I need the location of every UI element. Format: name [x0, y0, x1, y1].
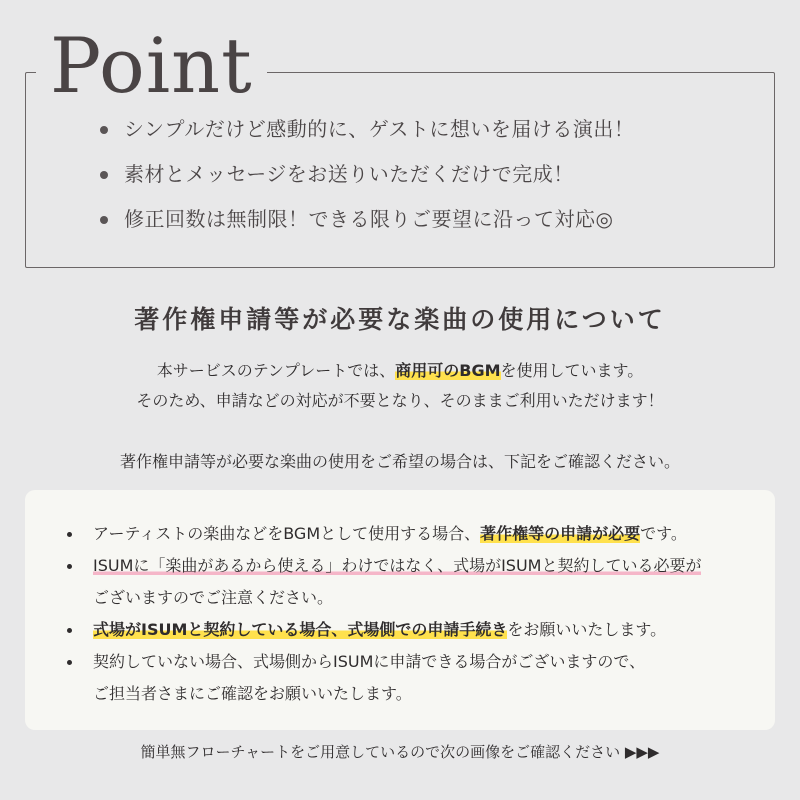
note-item: 契約していない場合、式場側からISUMに申請できる場合がございますので、 ご担当者さまにご確認をお願いいたします。: [69, 646, 701, 710]
note-item: ISUMに「楽曲があるから使える」わけではなく、式場がISUMと契約している必要が ございますのでご注意ください。: [69, 550, 701, 614]
bullet-dot-icon: [67, 532, 72, 537]
notes-list: [69, 518, 701, 710]
point-item: 素材とメッセージをお送りいただくだけで完成！: [104, 161, 634, 188]
bullet-dot-icon: [100, 216, 108, 224]
highlight-venue-application: 式場側での申請手続き: [347, 620, 508, 639]
point-item: 修正回数は無制限！できる限りご要望に沿って対応◎: [104, 206, 634, 233]
notes-card: [25, 490, 775, 730]
intro-line-3: 著作権申請等が必要な楽曲の使用をご希望の場合は、下記をご確認ください。: [119, 452, 680, 471]
intro-line-1: 本サービスのテンプレートでは、商用可のBGMを使用しています。: [156, 361, 644, 380]
point-title: Point: [36, 22, 267, 110]
footer-note: 簡単無フローチャートをご用意しているので次の画像をご確認ください ▶▶▶: [140, 743, 660, 761]
bullet-dot-icon: [100, 171, 108, 179]
highlight-commercial-bgm: 商用可のBGM: [395, 361, 501, 380]
bullet-dot-icon: [67, 628, 72, 633]
pink-underline-text: ISUMに「楽曲があるから使える」わけではなく、式場がISUMと契約している必要が: [93, 556, 702, 575]
point-item: シンプルだけど感動的に、ゲストに想いを届ける演出！: [104, 116, 634, 143]
section-heading: 著作権申請等が必要な楽曲の使用について: [134, 305, 666, 334]
intro-line-2: そのため、申請などの対応が不要となり、そのままご利用いただけます！: [136, 391, 664, 410]
highlight-isum-contract: 式場がISUMと契約している場合、: [93, 620, 348, 639]
bullet-dot-icon: [100, 126, 108, 134]
bullet-dot-icon: [67, 564, 72, 569]
point-list: [104, 116, 634, 251]
bullet-dot-icon: [67, 660, 72, 665]
highlight-copyright: 著作権等の申請が必要: [480, 524, 641, 543]
note-item: アーティストの楽曲などをBGMとして使用する場合、著作権等の申請が必要です。: [69, 518, 701, 550]
note-item: 式場がISUMと契約している場合、式場側での申請手続きをお願いいたします。: [69, 614, 701, 646]
